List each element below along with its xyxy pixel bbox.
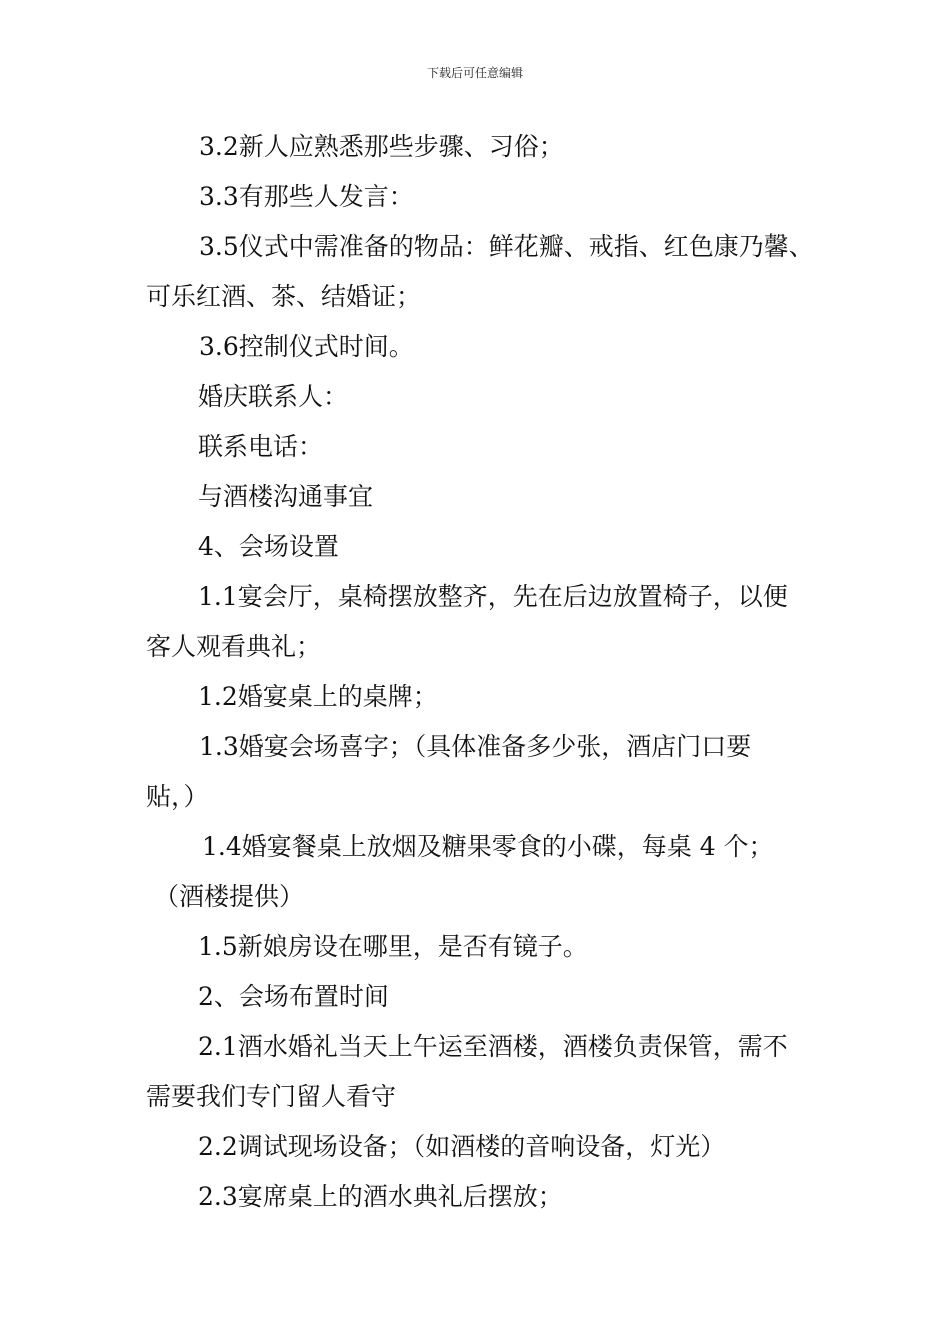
paragraph-2-1-line-2: 需要我们专门留人看守 [146, 1082, 397, 1111]
paragraph-1-4-line-2: （酒楼提供） [154, 882, 305, 911]
wedding-contact-label: 婚庆联系人： [198, 382, 349, 411]
restaurant-communication-heading: 与酒楼沟通事宜 [198, 482, 374, 511]
paragraph-2-2: 2.2调试现场设备；（如酒楼的音响设备，灯光） [198, 1132, 726, 1161]
page-header: 下载后可任意编辑 [426, 66, 523, 80]
paragraph-2-3: 2.3宴席桌上的酒水典礼后摆放； [198, 1182, 563, 1211]
paragraph-1-1-line-1: 1.1宴会厅，桌椅摆放整齐，先在后边放置椅子，以便 [198, 582, 788, 611]
paragraph-1-2: 1.2婚宴桌上的桌牌； [198, 682, 438, 711]
paragraph-3-5-line-1: 3.5仪式中需准备的物品：鲜花瓣、戒指、红色康乃馨、 [199, 232, 814, 261]
paragraph-1-4-line-1: 1.4婚宴餐桌上放烟及糖果零食的小碟，每桌 4 个； [202, 832, 774, 861]
paragraph-3-5-line-2: 可乐红酒、茶、结婚证； [146, 282, 422, 311]
paragraph-1-5: 1.5新娘房设在哪里，是否有镜子。 [198, 932, 588, 961]
paragraph-1-3-line-1: 1.3婚宴会场喜字；（具体准备多少张，酒店门口要 [199, 732, 752, 761]
paragraph-2-1-line-1: 2.1酒水婚礼当天上午运至酒楼，酒楼负责保管，需不 [198, 1032, 788, 1061]
phone-label: 联系电话： [198, 432, 324, 461]
venue-setup-heading: 4、会场设置 [198, 532, 339, 561]
paragraph-3-3: 3.3有那些人发言： [199, 182, 414, 211]
paragraph-1-1-line-2: 客人观看典礼； [146, 632, 322, 661]
venue-decoration-time-heading: 2、会场布置时间 [198, 982, 389, 1011]
document-body [146, 0, 836, 1222]
paragraph-1-3-line-2: 贴，） [146, 782, 209, 811]
paragraph-3-2: 3.2新人应熟悉那些步骤、习俗； [199, 132, 564, 161]
paragraph-3-6: 3.6控制仪式时间。 [199, 332, 414, 361]
